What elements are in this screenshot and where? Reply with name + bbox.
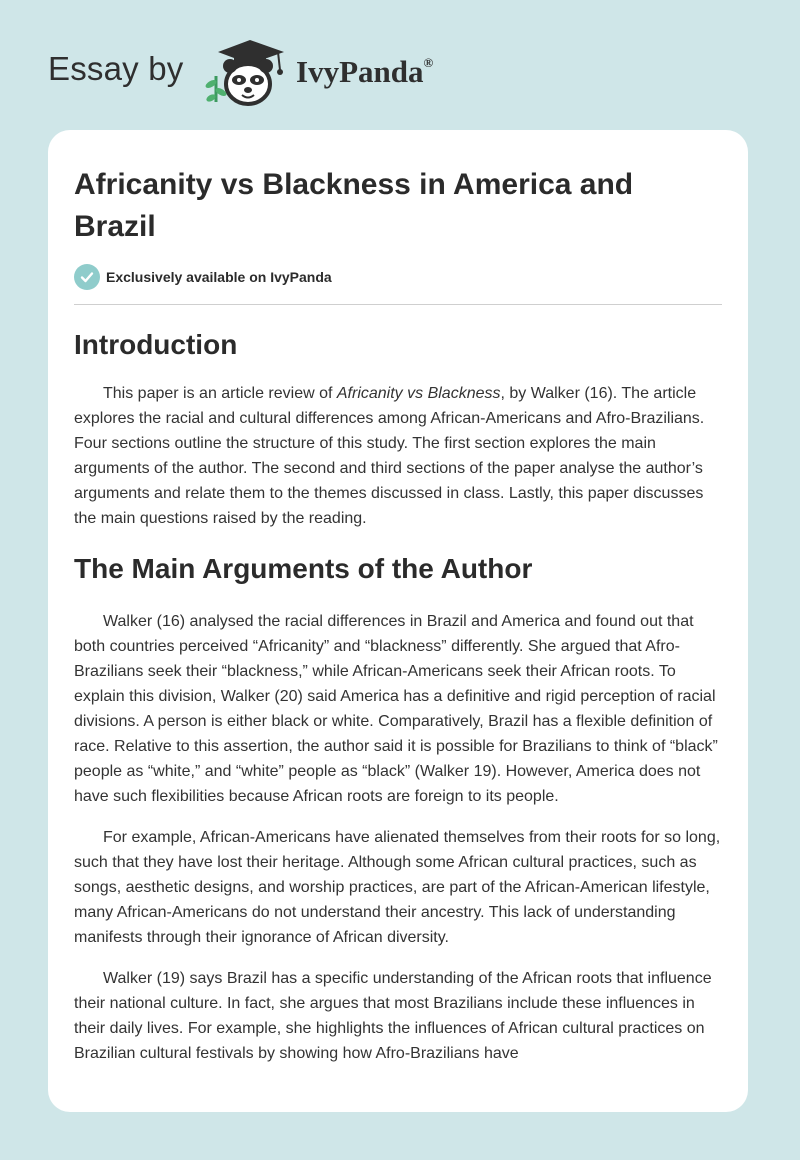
registered-mark: ® — [423, 54, 434, 70]
divider — [74, 304, 722, 305]
badge-label: Exclusively available on IvyPanda — [106, 269, 332, 285]
brand-name[interactable]: IvyPanda® — [296, 54, 434, 89]
paragraph: Walker (16) analysed the racial differences in Brazil and America and found out that both countries perceived “Africanity” and “blackness” differently. She argued that Afro-Brazilians seek their “blackness,” while African-Americans seek their African roots. To explain this division, Walker (20) said America has a definitive and rigid perception of racial divisions. A person is either black or white. Comparatively, Brazil has a flexible definition of race. Relative to this assertion, the author said it is possible for Brazilians to think of “black” people as “white,” and “white” people as “black” (Walker 19). However, America does not have such flexibilities because African roots are foreign to its people. — [74, 613, 718, 805]
section-heading-introduction: Introduction — [74, 329, 238, 360]
article-card — [48, 130, 748, 1112]
exclusive-badge — [74, 264, 722, 290]
essay-by-label: Essay by — [48, 50, 184, 87]
paragraph: For example, African-Americans have alienated themselves from their roots for so long, such that they have lost their heritage. Although some African cultural practices, such as songs, aesthetic designs, and worship practices, are part of the African-American lifestyle, many African-Americans do not understand their ancestry. This lack of understanding manifests through their ignorance of African diversity. — [74, 829, 721, 946]
site-header — [48, 36, 568, 112]
panda-graduate-logo — [204, 36, 296, 108]
article-title-reference: Africanity vs Blackness — [336, 385, 501, 402]
paragraph: Walker (19) says Brazil has a specific understanding of the African roots that influence their national culture. In fact, she argues that most Brazilians include these influences in their daily lives. For example, she highlights the influences of African cultural practices on Brazilian cultural festivals by showing how Afro-Brazilians have — [74, 970, 712, 1062]
article-title: Africanity vs Blackness in America and Brazil — [74, 168, 634, 243]
section-heading-main-arguments: The Main Arguments of the Author — [74, 553, 533, 584]
paragraph-introduction: This paper is an article review of Africanity vs Blackness, by Walker (16). The article explores the racial and cultural differences among African-Americans and Afro-Brazilians. Four sections outline the structure of this study. The first section explores the main arguments of the author. The second and third sections of the paper analyse the author’s arguments and relate them to the themes discussed in class. Lastly, this paper discusses the main questions raised by the reading. — [74, 385, 705, 527]
check-icon — [74, 264, 100, 290]
